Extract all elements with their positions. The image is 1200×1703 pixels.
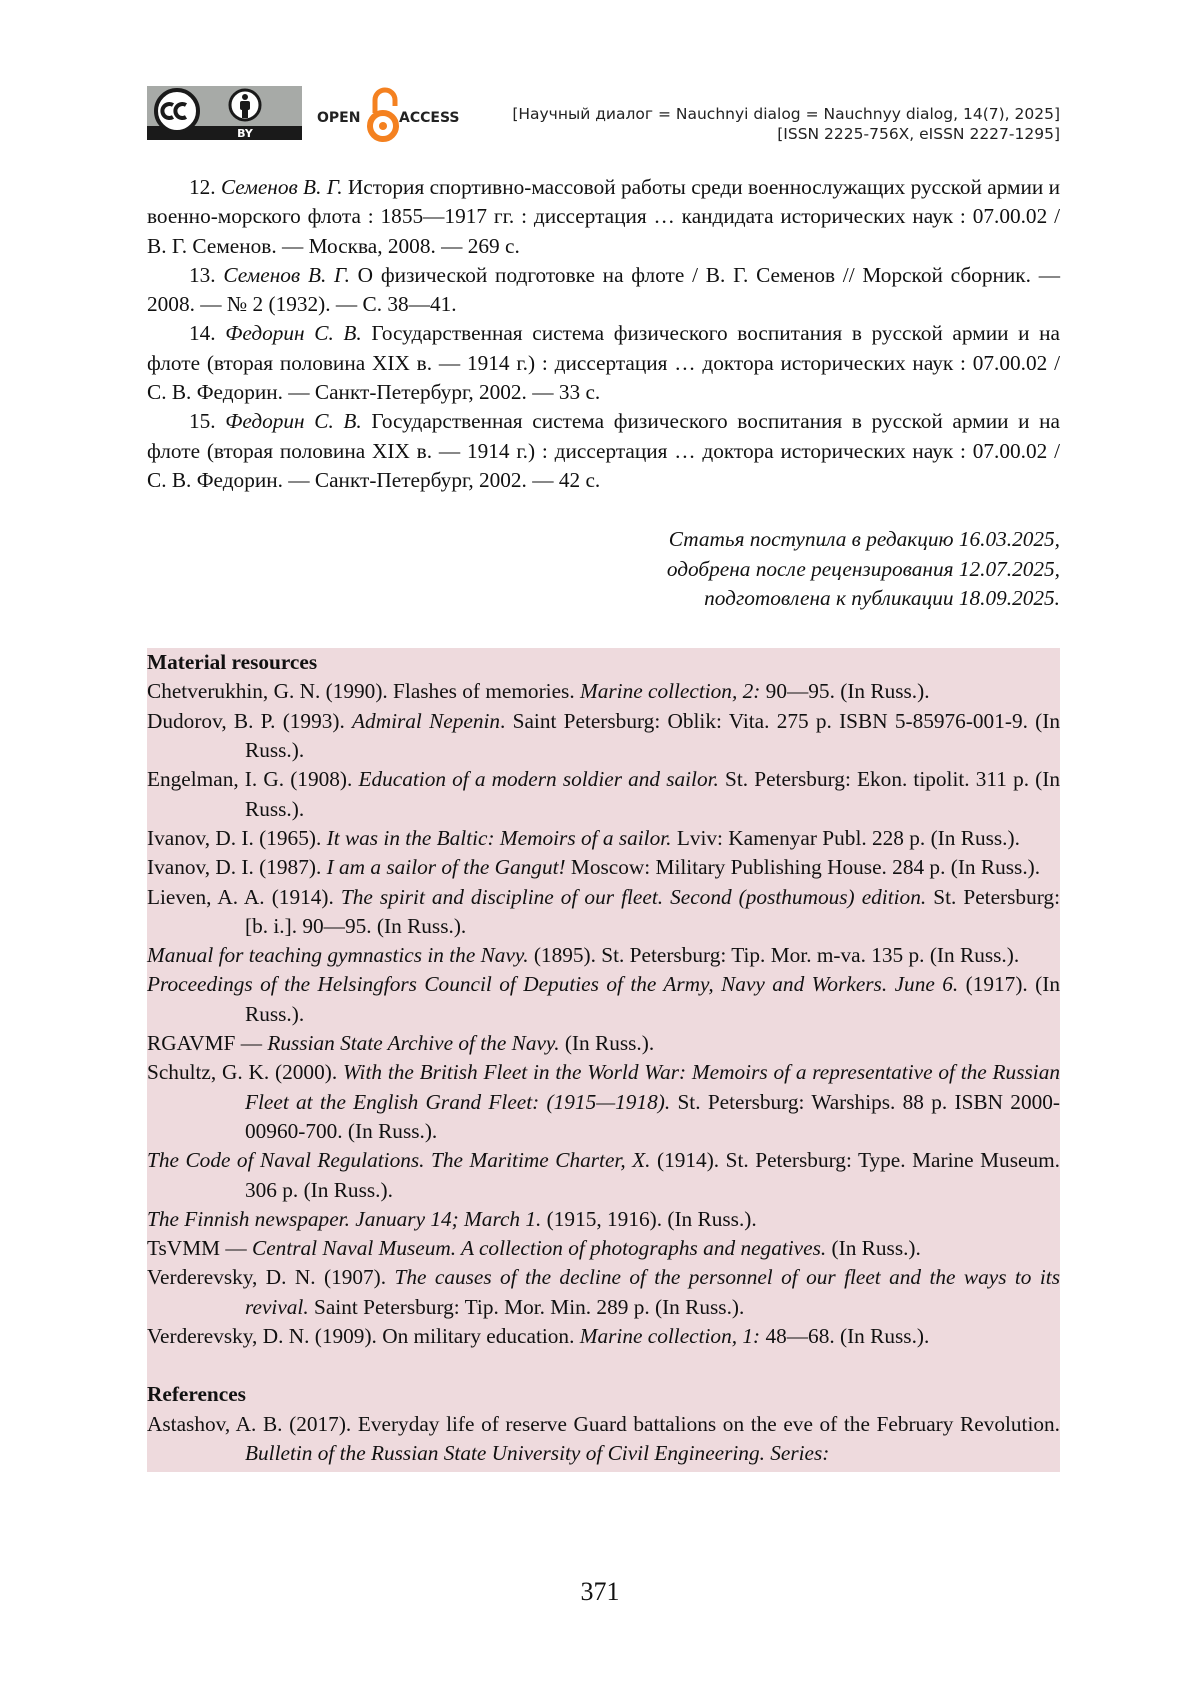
reference-title: Proceedings of the Helsingfors Council of Deputies of the Army, Navy and Workers. June 6. — [147, 972, 959, 997]
journal-issn-line: [ISSN 2225-756X, eISSN 2227-1295] — [777, 125, 1060, 143]
reference-title: Russian State Archive of the Navy. — [267, 1031, 560, 1056]
reference-entry: Engelman, I. G. (1908). Education of a modern soldier and sailor. St. Petersburg: Ekon. tipolit. 311 p. (In Russ.). — [147, 767, 1061, 821]
article-received-dates — [147, 525, 1060, 613]
reference-title: Marine collection, 2: — [579, 679, 761, 704]
reference-title: The causes of the decline of the personnel of our fleet and the ways to its revival. — [245, 1265, 1060, 1319]
reference-entry: Verderevsky, D. N. (1907). The causes of the decline of the personnel of our fleet and the ways to its revival. Saint Petersburg: Tip. Mor. Min. 289 p. (In Russ.). — [147, 1265, 1060, 1319]
reference-title: The Code of Naval Regulations. The Maritime Charter, X. — [147, 1148, 651, 1173]
approved-date-line: одобрена после рецензирования 12.07.2025, — [666, 556, 1060, 581]
cc-by-text: BY — [237, 127, 253, 140]
attribution-icon — [230, 90, 260, 120]
reference-author: Федорин С. В. — [225, 321, 362, 346]
journal-citation — [512, 104, 1060, 144]
reference-title: Marine collection, 1: — [579, 1323, 761, 1348]
reference-author: Семенов В. Г. — [223, 262, 350, 287]
reference-entry: Schultz, G. K. (2000). With the British Fleet in the World War: Memoirs of a representative of the Russian Fleet at the English Grand Fleet: (1915—1918). St. Petersburg: Warships. 88 p. ISBN 2000-00960-700. (In Russ.). — [147, 1060, 1060, 1143]
reference-entry: Ivanov, D. I. (1987). I am a sailor of the Gangut! Moscow: Military Publishing House. 284 p. (In Russ.). — [147, 855, 1041, 880]
reference-title: Manual for teaching gymnastics in the Navy. — [147, 943, 529, 968]
reference-entry: TsVMM — Central Naval Museum. A collection of photographs and negatives. (In Russ.). — [147, 1236, 921, 1261]
reference-author: Федорин С. В. — [225, 409, 362, 434]
material-resources-list — [147, 677, 1060, 1351]
reference-item: 13. Семенов В. Г. О физической подготовке на флоте / В. Г. Семенов // Морской сборник. — 2008. — № 2 (1932). — С. 38—41. — [147, 262, 1061, 317]
cc-by-license-logo[interactable] — [147, 86, 302, 140]
reference-title: Central Naval Museum. A collection of photographs and negatives. — [252, 1236, 827, 1261]
reference-title: Admiral Nepenin — [352, 708, 501, 733]
reference-entry: Dudorov, B. P. (1993). Admiral Nepenin. Saint Petersburg: Oblik: Vita. 275 p. ISBN 5-85976-001-9. (In Russ.). — [147, 708, 1060, 763]
reference-entry: Ivanov, D. I. (1965). It was in the Baltic: Memoirs of a sailor. Lviv: Kamenyar Publ. 228 p. (In Russ.). — [147, 825, 1020, 850]
open-access-open-text: OPEN — [317, 110, 361, 126]
reference-entry: RGAVMF — Russian State Archive of the Navy. (In Russ.). — [147, 1031, 655, 1056]
reference-title: I am a sailor of the Gangut! — [326, 855, 566, 880]
reference-title: Bulletin of the Russian State University of Civil Engineering. Series: — [245, 1440, 830, 1465]
reference-title: The spirit and discipline of our fleet. Second (posthumous) edition. — [340, 884, 927, 909]
russian-reference-list — [147, 173, 1060, 495]
open-access-lock-icon — [370, 90, 396, 139]
received-date-line: Статья поступила в редакцию 16.03.2025, — [668, 527, 1060, 552]
open-access-access-text: ACCESS — [399, 110, 460, 126]
references-heading: References — [147, 1382, 246, 1407]
reference-entry: Verderevsky, D. N. (1909). On military education. Marine collection, 1: 48—68. (In Russ.). — [147, 1323, 930, 1348]
creative-commons-icon — [156, 90, 198, 132]
english-references-panel — [147, 648, 1060, 1472]
reference-item: 15. Федорин С. В. Государственная система физического воспитания в русской армии и на флоте (вторая половина XIX в. — 1914 г.) : диссертация … доктора исторических наук : 07.00.02 / С. В. Федорин. — Санкт-Петербург, 2002. — 42 с. — [147, 409, 1061, 492]
material-resources-heading: Material resources — [147, 650, 318, 675]
reference-entry: The Code of Naval Regulations. The Maritime Charter, X. (1914). St. Petersburg: Type. Marine Museum. 306 p. (In Russ.). — [147, 1148, 1060, 1202]
open-access-logo[interactable] — [317, 86, 462, 142]
reference-author: Семенов В. Г. — [220, 175, 343, 199]
reference-title: The Finnish newspaper. January 14; March 1. — [147, 1206, 542, 1231]
page-number: 371 — [580, 1577, 620, 1606]
reference-entry: Manual for teaching gymnastics in the Navy. (1895). St. Petersburg: Tip. Mor. m-va. 135 p. (In Russ.). — [147, 943, 1020, 968]
reference-entry: Lieven, A. A. (1914). The spirit and discipline of our fleet. Second (posthumous) edition. St. Petersburg: [b. i.]. 90—95. (In Russ.). — [147, 884, 1060, 938]
prepared-date-line: подготовлена к публикации 18.09.2025. — [704, 585, 1060, 610]
reference-entry: Chetverukhin, G. N. (1990). Flashes of memories. Marine collection, 2: 90—95. (In Russ.). — [147, 679, 930, 704]
reference-title: With the British Fleet in the World War: Memoirs of a representative of the Russian Fleet at the English Grand Fleet: (1915—1918). — [245, 1060, 1060, 1114]
page-header — [147, 86, 1060, 144]
reference-entry: The Finnish newspaper. January 14; March 1. (1915, 1916). (In Russ.). — [147, 1206, 757, 1231]
reference-title: It was in the Baltic: Memoirs of a sailor. — [326, 825, 672, 850]
reference-entry: Proceedings of the Helsingfors Council of Deputies of the Army, Navy and Workers. June 6. (1917). (In Russ.). — [147, 972, 1060, 1026]
references-list — [147, 1410, 1060, 1469]
reference-title: Education of a modern soldier and sailor. — [358, 767, 719, 792]
reference-item: 14. Федорин С. В. Государственная система физического воспитания в русской армии и на флоте (вторая половина XIX в. — 1914 г.) : диссертация … доктора исторических наук : 07.00.02 / С. В. Федорин. — Санкт-Петербург, 2002. — 33 с. — [147, 321, 1061, 405]
page-body — [147, 173, 1060, 1472]
reference-entry: Astashov, A. B. (2017). Everyday life of reserve Guard battalions on the eve of the February Revolution. Bulletin of the Russian State University of Civil Engineering. Series: — [147, 1411, 1060, 1465]
journal-title-line: [Научный диалог = Nauchnyi dialog = Nauchnyy dialog, 14(7), 2025] — [512, 105, 1060, 123]
reference-item: 12. Семенов В. Г. История спортивно-массовой работы среди военнослужащих русской армии и военно-морского флота : 1855—1917 гг. : диссертация … кандидата исторических наук : 07.00.02 / В. Г. Семенов. — Москва, 2008. — 269 с. — [147, 175, 1060, 258]
